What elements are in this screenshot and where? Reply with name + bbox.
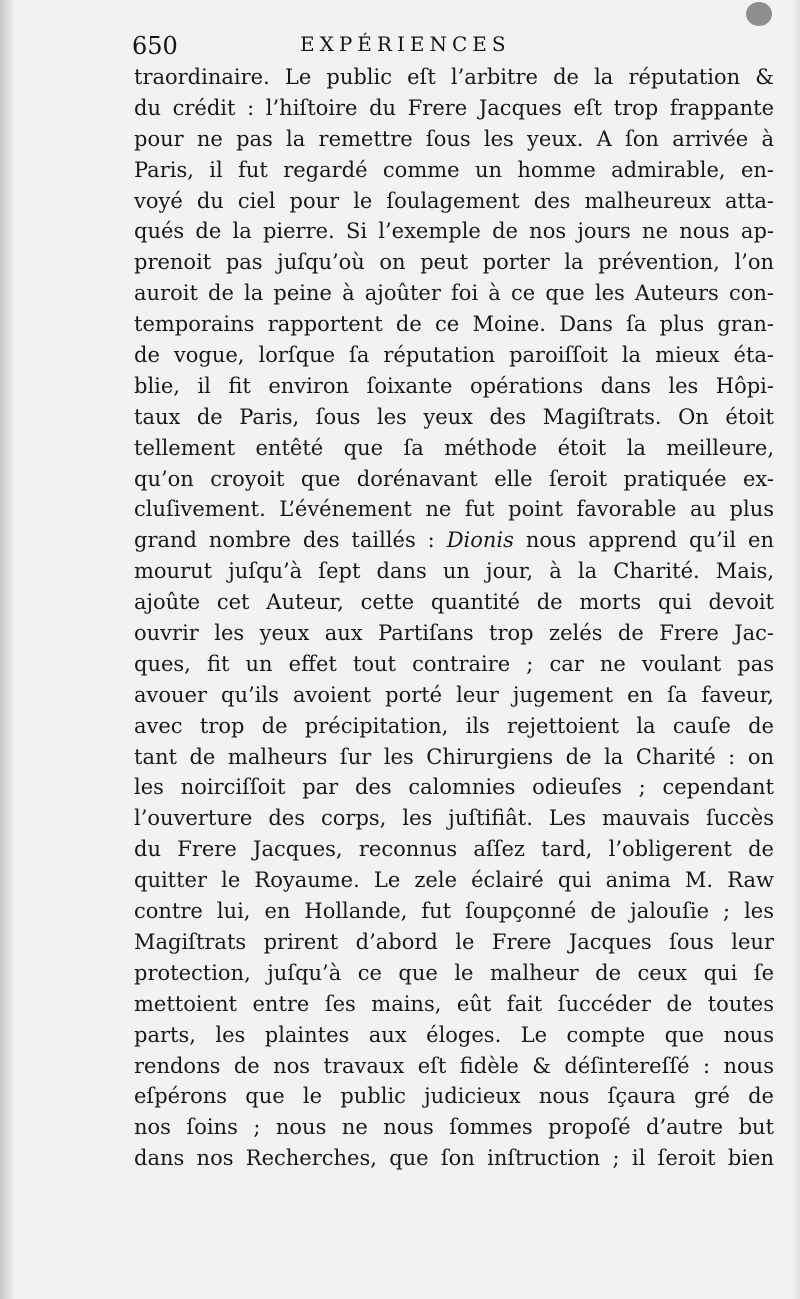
text-line: ques, fit un effet tout contraire ; car ne voulant pas bbox=[134, 651, 774, 676]
text-line: avouer qu’ils avoient porté leur jugement en ſa faveur, bbox=[134, 682, 774, 707]
text-line: tant de malheurs ſur les Chirurgiens de la Charité : on bbox=[134, 744, 774, 769]
text-line: nos ſoins ; nous ne nous ſommes propoſé d’autre but bbox=[134, 1115, 774, 1140]
text-line: contre lui, en Hollande, fut ſoupçonné de jalouſie ; les bbox=[134, 899, 774, 924]
text-line: dans nos Recherches, que ſon inſtruction ; il ſeroit bien bbox=[134, 1146, 774, 1171]
text-line: cluſivement. L’événement ne fut point favorable au plus bbox=[134, 497, 774, 522]
text-line: du crédit : l’hiſtoire du Frere Jacques eſt trop frappante bbox=[134, 95, 774, 120]
running-head: EXPÉRIENCES bbox=[300, 32, 511, 56]
text-line: quitter le Royaume. Le zele éclairé qui anima M. Raw bbox=[134, 868, 774, 893]
text-line: prenoit pas juſqu’où on peut porter la prévention, l’on bbox=[134, 250, 774, 275]
page-gutter-shadow bbox=[0, 0, 16, 1299]
text-line: grand nombre des taillés : Dionis nous apprend qu’il en bbox=[134, 528, 774, 553]
text-line: rendons de nos travaux eſt fidèle & déſintereſſé : nous bbox=[134, 1053, 774, 1078]
text-line: traordinaire. Le public eſt l’arbitre de la réputation & bbox=[134, 65, 774, 89]
text-line: mettoient entre ſes mains, eût fait ſuccéder de toutes bbox=[134, 991, 774, 1016]
text-line: temporains rapportent de ce Moine. Dans ſa plus gran- bbox=[134, 312, 774, 337]
ink-spot bbox=[746, 2, 772, 26]
author-citation: Dionis bbox=[446, 528, 514, 553]
text-line: ajoûte cet Auteur, cette quantité de morts qui devoit bbox=[134, 590, 774, 615]
text-line: qu’on croyoit que dorénavant elle ſeroit pratiquée ex- bbox=[134, 466, 774, 491]
text-line: de vogue, lorſque ſa réputation paroiſſoit la mieux éta- bbox=[134, 343, 774, 368]
text-line: auroit de la peine à ajoûter foi à ce que les Auteurs con- bbox=[134, 281, 774, 306]
text-line: Paris, il fut regardé comme un homme admirable, en- bbox=[134, 157, 774, 182]
text-line: mourut juſqu’à ſept dans un jour, à la Charité. Mais, bbox=[134, 559, 774, 584]
text-line: pour ne pas la remettre ſous les yeux. A ſon arrivée à bbox=[134, 126, 774, 151]
text-line: voyé du ciel pour le ſoulagement des malheureux atta- bbox=[134, 188, 774, 213]
text-line: les noirciſſoit par des calomnies odieuſes ; cependant bbox=[134, 775, 774, 800]
page-edge-shadow bbox=[790, 0, 800, 1299]
text-line: Magiſtrats prirent d’abord le Frere Jacques ſous leur bbox=[134, 929, 774, 954]
text-line: qués de la pierre. Si l’exemple de nos jours ne nous ap- bbox=[134, 219, 774, 244]
page-number: 650 bbox=[132, 32, 178, 60]
text-line: tellement entêté que ſa méthode étoit la meilleure, bbox=[134, 435, 774, 460]
text-line: blie, il fit environ ſoixante opérations dans les Hôpi- bbox=[134, 373, 774, 398]
text-line: avec trop de précipitation, ils rejettoient la cauſe de bbox=[134, 713, 774, 738]
text-line: eſpérons que le public judicieux nous ſçaura gré de bbox=[134, 1084, 774, 1109]
text-line: parts, les plaintes aux éloges. Le compte que nous bbox=[134, 1022, 774, 1047]
text-line: du Frere Jacques, reconnus aſſez tard, l’obligerent de bbox=[134, 837, 774, 862]
text-line: l’ouverture des corps, les juſtifiât. Les mauvais ſuccès bbox=[134, 806, 774, 831]
text-line: ouvrir les yeux aux Partiſans trop zelés de Frere Jac- bbox=[134, 621, 774, 646]
text-line: protection, juſqu’à ce que le malheur de ceux qui ſe bbox=[134, 960, 774, 985]
body-text bbox=[134, 62, 774, 1174]
text-line: taux de Paris, ſous les yeux des Magiſtrats. On étoit bbox=[134, 404, 774, 429]
page-header bbox=[132, 30, 632, 64]
